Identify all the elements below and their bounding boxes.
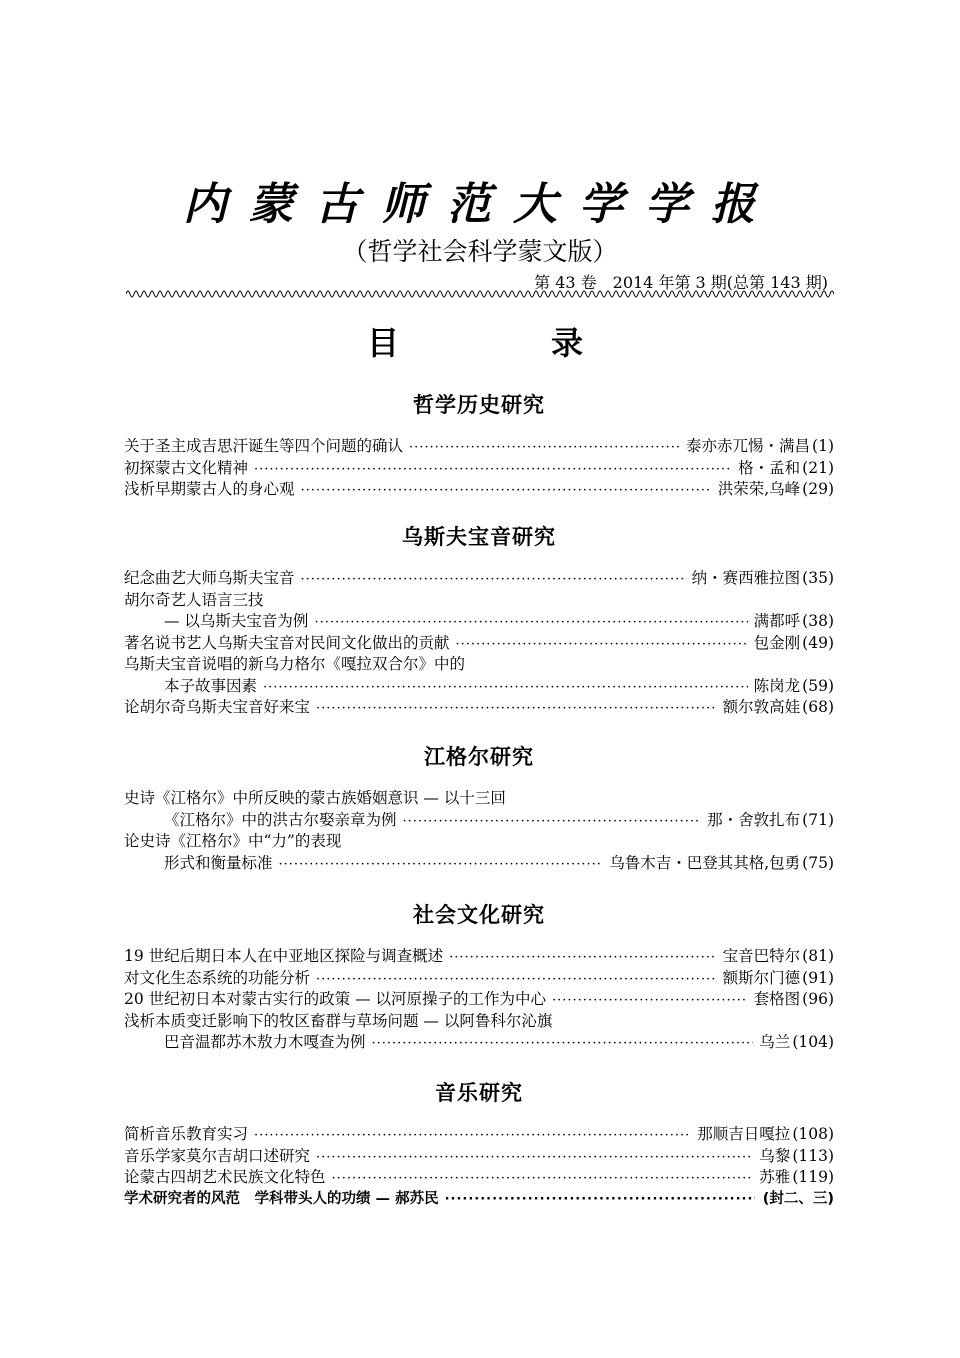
entry-line bbox=[124, 590, 834, 612]
dot-leader bbox=[332, 1168, 754, 1190]
toc-entry[interactable] bbox=[124, 788, 834, 831]
entry-line bbox=[124, 1032, 834, 1054]
entry-author: 纳・赛西雅拉图 bbox=[691, 569, 801, 587]
entry-page-number: (49) bbox=[802, 633, 834, 652]
entry-author: 套格图 bbox=[753, 990, 801, 1008]
dot-leader bbox=[449, 947, 717, 969]
entry-line bbox=[124, 458, 834, 480]
entry-page-number: (113) bbox=[792, 1146, 834, 1165]
entry-line bbox=[124, 479, 834, 501]
dot-leader bbox=[254, 1125, 691, 1147]
entry-line bbox=[124, 611, 834, 633]
dot-leader bbox=[316, 1147, 753, 1169]
toc-entry[interactable] bbox=[124, 831, 834, 874]
dot-leader bbox=[552, 990, 748, 1012]
entry-title-text: 乌斯夫宝音说唱的新乌力格尔《嘎拉双合尔》中的 bbox=[124, 655, 466, 673]
entry-page-number: (59) bbox=[802, 676, 834, 695]
section-title: 哲学历史研究 bbox=[413, 393, 545, 417]
entry-author: 乌鲁木吉・巴登其其格,包勇 bbox=[609, 853, 801, 872]
entry-title-text: 著名说书艺人乌斯夫宝音对民间文化做出的贡献 bbox=[124, 633, 450, 652]
entry-line bbox=[124, 989, 834, 1011]
toc-entry[interactable] bbox=[124, 436, 834, 458]
entry-line bbox=[124, 788, 834, 810]
toc-entry[interactable] bbox=[124, 479, 834, 501]
entry-line bbox=[124, 1189, 834, 1211]
entry-title-text: 形式和衡量标准 bbox=[164, 853, 273, 872]
toc-entry[interactable] bbox=[124, 1124, 834, 1146]
entry-line bbox=[124, 1124, 834, 1146]
entry-line bbox=[124, 946, 834, 968]
entry-page-number: (119) bbox=[792, 1168, 834, 1186]
entry-line bbox=[124, 676, 834, 698]
toc-entry[interactable] bbox=[124, 989, 834, 1011]
entry-title-text: 浅析本质变迁影响下的牧区畜群与草场问题 — 以阿鲁科尔沁旗 bbox=[124, 1011, 553, 1030]
toc-entry[interactable] bbox=[124, 1011, 834, 1054]
entry-page-number: (35) bbox=[802, 569, 834, 587]
entry-title-text: 论胡尔奇乌斯夫宝音好来宝 bbox=[124, 698, 311, 716]
toc-entry[interactable] bbox=[124, 1146, 834, 1168]
entry-page-number: (91) bbox=[802, 968, 834, 987]
entry-line bbox=[124, 1011, 834, 1033]
dot-leader bbox=[279, 854, 604, 876]
issue-info: 第 43 卷 2014 年第 3 期(总第 143 期) bbox=[534, 273, 828, 292]
dot-leader bbox=[316, 969, 717, 991]
section-title: 江格尔研究 bbox=[424, 745, 534, 769]
entry-line bbox=[124, 633, 834, 655]
toc-entry[interactable] bbox=[124, 697, 834, 719]
entry-author: 洪荣荣,乌峰 bbox=[717, 480, 801, 498]
entry-title-text: 论蒙古四胡艺术民族文化特色 bbox=[124, 1168, 326, 1186]
entry-page-number: (81) bbox=[802, 947, 834, 965]
dot-leader bbox=[456, 634, 748, 656]
entry-title-text: 史诗《江格尔》中所反映的蒙古族婚姻意识 — 以十三回 bbox=[124, 789, 506, 807]
entry-page-number: (29) bbox=[802, 480, 834, 498]
dot-leader bbox=[403, 811, 702, 833]
journal-subtitle: （哲学社会科学蒙文版） bbox=[342, 237, 618, 266]
toc-entry[interactable] bbox=[124, 654, 834, 697]
entry-page-number: (104) bbox=[792, 1033, 834, 1051]
entry-line bbox=[124, 568, 834, 590]
entry-title-text: 巴音温都苏木敖力木嘎查为例 bbox=[164, 1033, 366, 1051]
dot-leader bbox=[409, 437, 680, 459]
entry-line bbox=[124, 968, 834, 990]
toc-section bbox=[124, 900, 834, 1054]
entry-author: 乌兰 bbox=[759, 1033, 791, 1051]
entry-author: 那顺吉日嘎拉 bbox=[697, 1125, 791, 1143]
dot-leader bbox=[254, 459, 732, 481]
entry-title-text: 学术研究者的风范 学科带头人的功绩 — 郝苏民 bbox=[124, 1190, 439, 1207]
entry-author: 包金刚 bbox=[753, 633, 801, 652]
toc-entry[interactable] bbox=[124, 1189, 834, 1211]
entry-author: 乌黎 bbox=[759, 1146, 791, 1165]
entry-title-text: 胡尔奇艺人语言三技 bbox=[124, 590, 264, 609]
toc-entry[interactable] bbox=[124, 946, 834, 968]
entry-author: 格・孟和 bbox=[738, 458, 801, 477]
entry-title-text: 简析音乐教育实习 bbox=[124, 1125, 249, 1143]
dot-leader bbox=[445, 1189, 755, 1211]
entry-author: 陈岗龙 bbox=[753, 676, 801, 695]
entry-author: 额尔敦高娃 bbox=[722, 698, 801, 716]
entry-page-number: (108) bbox=[792, 1125, 834, 1143]
entry-author: 宝音巴特尔 bbox=[722, 947, 801, 965]
entry-title-text: 音乐学家莫尔吉胡口述研究 bbox=[124, 1146, 311, 1165]
entry-line bbox=[124, 810, 834, 832]
entry-author: 那・舍敦扎布 bbox=[707, 810, 801, 829]
entry-page-number: (38) bbox=[802, 612, 834, 630]
entry-title-text: 论史诗《江格尔》中“力”的表现 bbox=[124, 832, 342, 850]
entry-title-text: 初探蒙古文化精神 bbox=[124, 458, 249, 477]
entry-title-text: 《江格尔》中的洪古尔娶亲章为例 bbox=[164, 810, 397, 829]
entry-page-number: (71) bbox=[802, 810, 834, 829]
entry-author: 额斯尔门德 bbox=[722, 968, 801, 987]
entry-title-text: 19 世纪后期日本人在中亚地区探险与调查概述 bbox=[124, 947, 444, 965]
entry-title-text: 关于圣主成吉思汗诞生等四个问题的确认 bbox=[124, 437, 404, 455]
entry-page-number: (96) bbox=[802, 990, 834, 1008]
toc-entry[interactable] bbox=[124, 1167, 834, 1189]
entry-author: 满都呼 bbox=[753, 612, 801, 630]
section-title: 乌斯夫宝音研究 bbox=[402, 525, 556, 549]
decorative-wave-rule bbox=[126, 288, 834, 300]
toc-entry[interactable] bbox=[124, 590, 834, 633]
toc-section bbox=[124, 742, 834, 874]
toc-entry[interactable] bbox=[124, 458, 834, 480]
dot-leader bbox=[316, 698, 717, 720]
entry-author: 泰亦赤兀惕・满昌 bbox=[686, 437, 811, 455]
entry-title-text: 本子故事因素 bbox=[164, 676, 258, 695]
toc-entry[interactable] bbox=[124, 968, 834, 990]
dot-leader bbox=[314, 612, 747, 634]
entry-line bbox=[124, 1167, 834, 1189]
toc-section bbox=[124, 390, 834, 501]
entry-line bbox=[124, 654, 834, 676]
entry-page-number: (68) bbox=[802, 698, 834, 716]
entry-page-number: (75) bbox=[802, 853, 834, 872]
section-title: 社会文化研究 bbox=[413, 903, 545, 927]
journal-title: 内蒙古师范大学学报 bbox=[183, 179, 777, 230]
entry-line bbox=[124, 436, 834, 458]
entry-title-text: 浅析早期蒙古人的身心观 bbox=[124, 480, 295, 498]
entry-line bbox=[124, 697, 834, 719]
entry-author: 苏雅 bbox=[759, 1168, 791, 1186]
section-title: 音乐研究 bbox=[435, 1081, 523, 1105]
entry-title-text: 纪念曲艺大师乌斯夫宝音 bbox=[124, 569, 295, 587]
entry-title-text: 对文化生态系统的功能分析 bbox=[124, 968, 311, 987]
entry-line bbox=[124, 831, 834, 853]
dot-leader bbox=[301, 569, 686, 591]
toc-entry[interactable] bbox=[124, 568, 834, 590]
entry-line bbox=[124, 1146, 834, 1168]
dot-leader bbox=[263, 677, 748, 699]
entry-page-number: (封二、三) bbox=[762, 1190, 834, 1207]
dot-leader bbox=[301, 480, 712, 502]
dot-leader bbox=[372, 1033, 754, 1055]
entry-page-number: (1) bbox=[812, 437, 834, 455]
entry-title-text: — 以乌斯夫宝音为例 bbox=[164, 612, 309, 630]
entry-line bbox=[124, 853, 834, 875]
toc-section bbox=[124, 522, 834, 719]
toc-section bbox=[124, 1078, 834, 1210]
toc-entry[interactable] bbox=[124, 633, 834, 655]
toc-heading: 目 录 bbox=[366, 324, 643, 362]
entry-page-number: (21) bbox=[802, 458, 834, 477]
entry-title-text: 20 世纪初日本对蒙古实行的政策 — 以河原操子的工作为中心 bbox=[124, 990, 547, 1008]
